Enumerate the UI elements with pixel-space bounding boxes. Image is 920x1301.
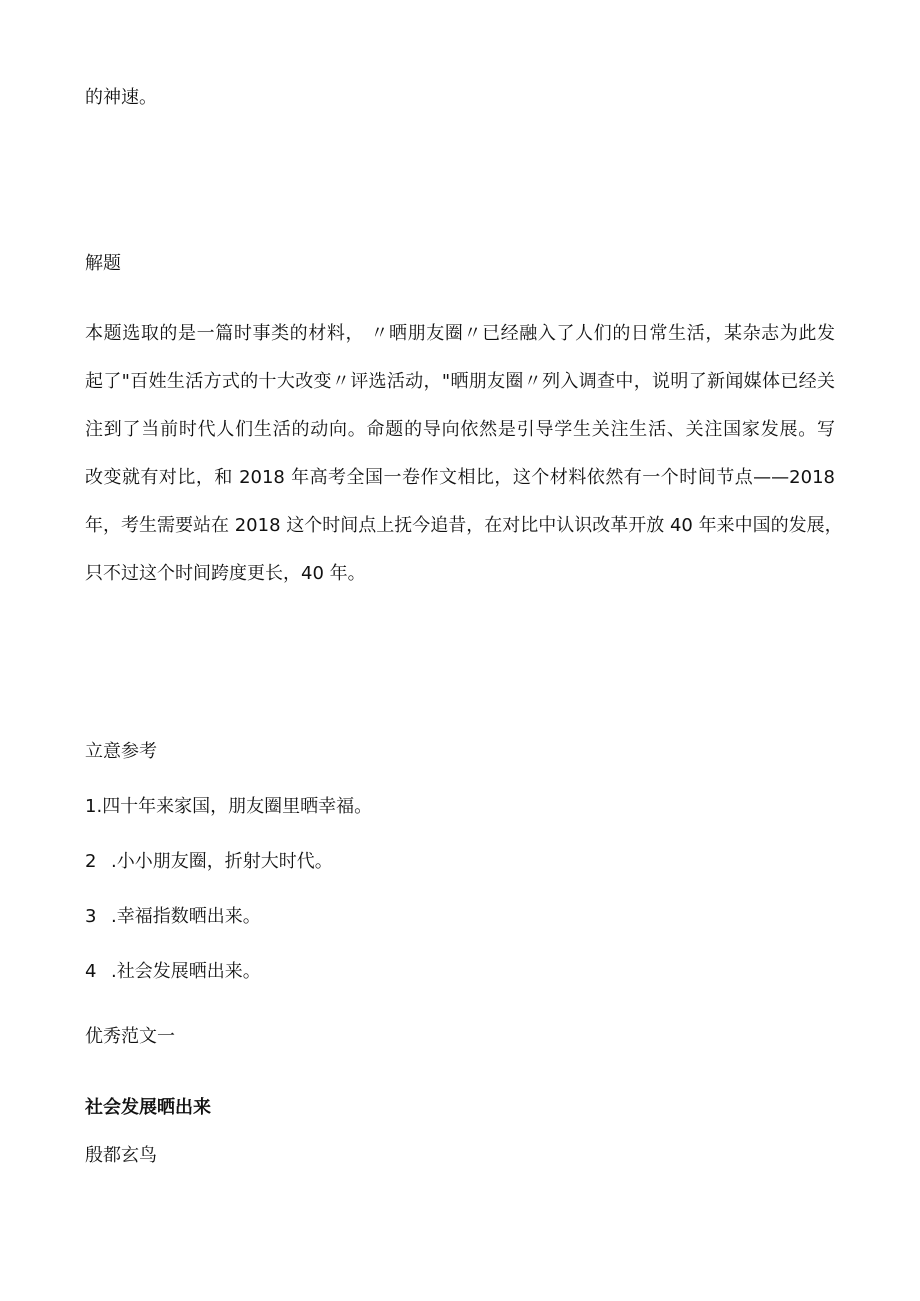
list-item-text: 四十年来家国，朋友圈里晒幸福。 [102, 796, 373, 817]
ideas-heading: 立意参考 [85, 741, 157, 762]
list-item-number: 4 [85, 961, 97, 982]
analysis-line: 起了"百姓生活方式的十大改变〃评选活动，"晒朋友圈〃列入调查中，说明了新闻媒体已经关 [85, 371, 835, 392]
analysis-line: 年，考生需要站在 2018 这个时间点上抚今追昔，在对比中认识改革开放 40 年来中国的发展， [85, 515, 843, 536]
list-item-text: .社会发展晒出来。 [111, 961, 261, 982]
list-item [85, 905, 261, 929]
essay-title: 社会发展晒出来 [85, 1097, 211, 1118]
list-item [85, 960, 261, 984]
top-fragment-text: 的神速。 [85, 87, 157, 108]
list-item-number: 1. [85, 796, 103, 817]
analysis-heading: 解题 [85, 253, 121, 274]
list-item-text: .小小朋友圈，折射大时代。 [111, 851, 333, 872]
essay-author: 殷都玄鸟 [85, 1145, 157, 1166]
analysis-line: 改变就有对比，和 2018 年高考全国一卷作文相比，这个材料依然有一个时间节点——2018 [85, 467, 835, 488]
list-item-number: 3 [85, 906, 97, 927]
list-item [85, 795, 372, 819]
list-item-number: 2 [85, 851, 97, 872]
analysis-line: 注到了当前时代人们生活的动向。命题的导向依然是引导学生关注生活、关注国家发展。写 [85, 419, 835, 440]
list-item-text: .幸福指数晒出来。 [111, 906, 261, 927]
essay-label: 优秀范文一 [85, 1026, 175, 1047]
analysis-line: 只不过这个时间跨度更长，40 年。 [85, 563, 366, 584]
list-item [85, 850, 333, 874]
analysis-line: 本题选取的是一篇时事类的材料， 〃晒朋友圈〃已经融入了人们的日常生活，某杂志为此发 [85, 323, 835, 344]
